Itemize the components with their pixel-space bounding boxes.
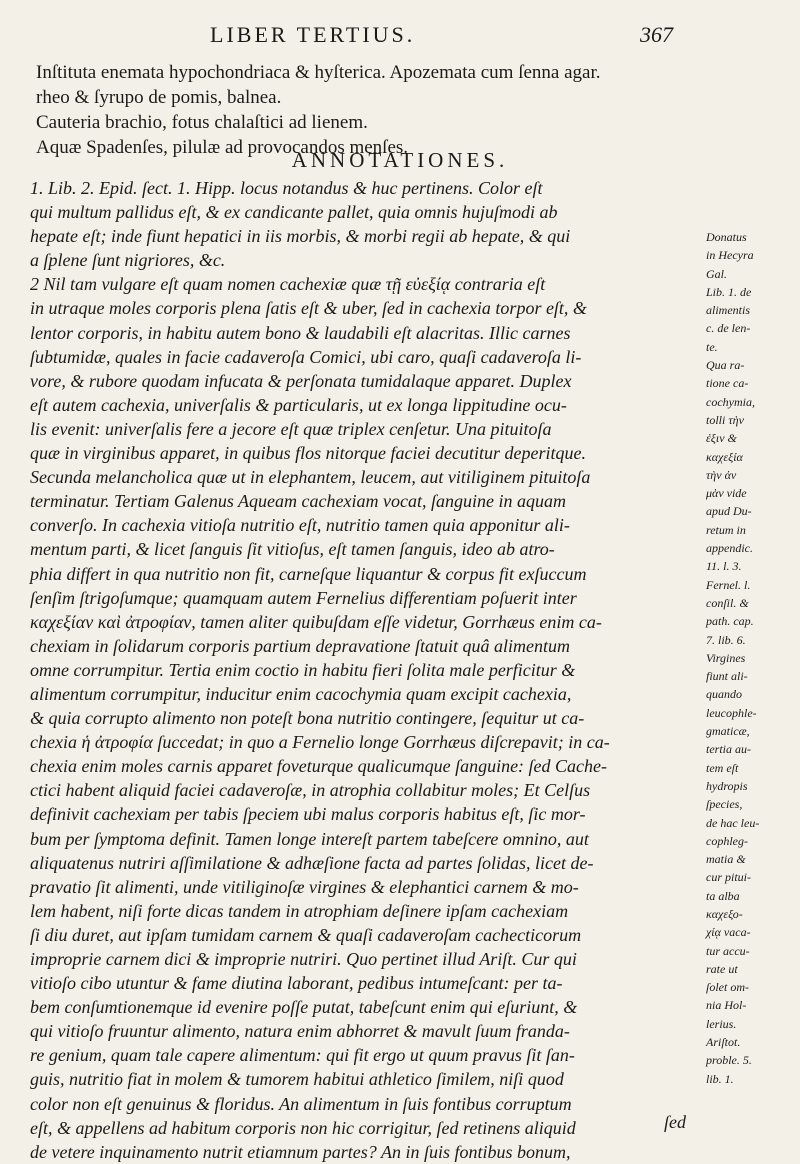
- text-line: qui vitioſo fruuntur alimento, natura enim abhorret & mavult ſuum franda-: [30, 1021, 570, 1042]
- text-line: alimentum corrumpitur, inducitur enim cacochymia quam excipit cachexia,: [30, 683, 572, 704]
- text-line: lentor corporis, in habitu autem bono & laudabili eſt alacritas. Illic carnes: [30, 322, 571, 343]
- text-line: καχεξίαν καὶ ἀτροφίαν, tamen aliter quibuſdam eſſe videtur, Gorrhæus enim ca-: [30, 611, 602, 632]
- text-line: improprie carnem dici & improprie nutriri. Quo pertinet illud Ariſt. Cur qui: [30, 949, 577, 969]
- margin-note-line: de hac leu-: [706, 815, 760, 830]
- text-line: definivit cachexiam per tabis ſpeciem ubi malus corporis habitus eſt, ſic mor-: [30, 804, 586, 825]
- text-line: ctici habent aliquid faciei cadaveroſæ, in atrophia collabitur moles; Et Celſus: [30, 780, 591, 801]
- margin-note-line: nia Hol-: [706, 998, 747, 1013]
- margin-note-line: Donatus: [706, 230, 747, 244]
- margin-note-line: tur accu-: [706, 943, 750, 958]
- text-line: terminatur. Tertiam Galenus Aqueam cachexiam vocat, ſanguine in aquam: [30, 491, 566, 512]
- margin-note-line: appendic.: [706, 541, 753, 556]
- margin-notes: [706, 228, 796, 1088]
- margin-note-line: apud Du-: [706, 504, 752, 519]
- margin-note-line: τὴν ἀν: [706, 467, 737, 482]
- text-line: ſi diu duret, aut ipſam tumidam carnem & quaſi cadaveroſam cachecticorum: [30, 924, 582, 945]
- margin-note-line: 11. l. 3.: [706, 559, 742, 574]
- margin-note-line: καχεξο-: [706, 906, 743, 921]
- margin-note-line: tertia au-: [706, 742, 751, 757]
- text-line: vore, & rubore quodam infucata & perſonata tumidalaque apparet. Duplex: [30, 370, 572, 391]
- prescription-lines: [36, 60, 716, 160]
- margin-note-line: alimentis: [706, 303, 750, 318]
- text-line: mentum parti, & licet ſanguis ſit vitioſus, eſt tamen ſanguis, ideo ab atro-: [30, 539, 555, 560]
- margin-note-line: Virgines: [706, 650, 746, 665]
- text-line: Aquæ Spadenſes, pilulæ ad provocandos menſes.: [36, 137, 409, 158]
- margin-note-line: ſpecies,: [706, 797, 743, 812]
- text-line: 2 Nil tam vulgare eſt quam nomen cachexiæ quæ τῇ εὐεξίᾳ contraria eſt: [30, 274, 546, 295]
- text-line: color non eſt genuinus & floridus. An alimentum in ſuis fontibus corruptum: [30, 1093, 572, 1114]
- margin-note-line: χίᾳ vaca-: [706, 925, 751, 940]
- margin-note-line: in Hecyra: [706, 248, 754, 263]
- text-line: pravatio ſit alimenti, unde vitiliginoſæ virgines & elephantici carnem & mo-: [30, 876, 579, 897]
- text-line: qui multum pallidus eſt, & ex candicante pallet, quia omnis hujuſmodi ab: [30, 202, 558, 223]
- catchword: ſed: [664, 1112, 686, 1132]
- text-line: eſt, & appellens ad habitum corporis non hic corrigitur, ſed retinens aliquid: [30, 1117, 576, 1138]
- margin-note-line: ta alba: [706, 888, 740, 903]
- margin-note-line: ἐξιν &: [706, 431, 737, 446]
- text-line: chexiam in ſolidarum corporis partium depravatione ſtatuit quâ alimentum: [30, 635, 570, 656]
- margin-note-line: fiunt ali-: [706, 669, 748, 684]
- margin-note-line: hydropis: [706, 778, 748, 793]
- text-line: & quia corrupto alimento non poteſt bona nutritio contingere, ſequitur ut ca-: [30, 708, 585, 729]
- page-number: 367: [640, 22, 673, 47]
- margin-note-line: Fernel. l.: [706, 577, 751, 592]
- text-line: rheo & ſyrupo de pomis, balnea.: [36, 87, 282, 108]
- text-line: vitioſo cibo utuntur & fame diutina laborant, pedibus intumeſcant: per ta-: [30, 973, 563, 994]
- text-line: de vetere inquinamento nutrit etiamnum partes? An in ſuis fontibus bonum,: [30, 1141, 571, 1162]
- margin-note-line: proble. 5.: [706, 1053, 752, 1068]
- text-line: chexia enim moles carnis apparet foveturque qualicumque ſanguine: ſed Cache-: [30, 756, 608, 777]
- text-line: ſenſim ſtrigoſumque; quamquam autem Fernelius differentiam poſuerit inter: [30, 587, 577, 608]
- text-line: hepate eſt; inde fiunt hepatici in iis morbis, & morbi regii ab hepate, & qui: [30, 226, 571, 247]
- text-line: lem habent, niſi forte dicas tandem in atrophiam deſinere ipſam cachexiam: [30, 900, 569, 921]
- margin-note-line: cur pitui-: [706, 870, 751, 885]
- margin-note-line: Gal.: [706, 266, 727, 281]
- text-line: bum per ſymptoma definit. Tamen longe intereſt partem tabeſcere omnino, aut: [30, 828, 589, 849]
- margin-note-line: ſolet om-: [706, 980, 749, 995]
- margin-note-line: tolli τὴν: [706, 412, 744, 427]
- margin-note-line: path. cap.: [706, 614, 754, 629]
- text-line: Secunda melancholica quæ ut in elephantem, leucem, aut vitiliginem pituitoſa: [30, 467, 591, 488]
- text-line: Inſtituta enemata hypochondriaca & hyſterica. Apozemata cum ſenna agar.: [36, 62, 601, 83]
- margin-note-line: lerius.: [706, 1016, 737, 1031]
- text-line: in utraque moles corporis plena ſatis eſt & uber, ſed in cachexia torpor eſt, &: [30, 298, 587, 319]
- text-line: chexia ἡ ἀτροφία ſuccedat; in quo a Fernelio longe Gorrhæus diſcrepavit; in ca-: [30, 732, 610, 753]
- text-line: converſo. In cachexia vitioſa nutritio eſt, nutritio tamen quia apponitur ali-: [30, 515, 570, 536]
- text-line: lis evenit: univerſalis fere a jecore eſt quæ triplex cenſetur. Una pituitoſa: [30, 418, 552, 439]
- text-line: ſubtumidæ, quales in facie cadaveroſa Comici, ubi caro, quaſi cadaveroſa li-: [30, 346, 582, 367]
- text-line: quæ in virginibus apparet, in quibus flos nitorque faciei decutitur deperitque.: [30, 443, 586, 464]
- margin-note-line: conſil. &: [706, 595, 749, 610]
- margin-note-line: cochymia,: [706, 394, 755, 409]
- section-title: ANNOTATIONES.: [291, 148, 509, 172]
- margin-note-line: retum in: [706, 522, 746, 537]
- text-line: eſt autem cachexia, univerſalis & particularis, ut ex longa lippitudine ocu-: [30, 394, 567, 415]
- margin-note-line: c. de len-: [706, 321, 751, 336]
- margin-note-line: leucophle-: [706, 705, 757, 720]
- text-line: Cauteria brachio, fotus chalaſtici ad lienem.: [36, 112, 368, 133]
- text-line: aliquatenus nutriri aſſimilatione & adhæſione facta ad partes ſolidas, licet de-: [30, 852, 594, 873]
- text-line: 1. Lib. 2. Epid. ſect. 1. Hipp. locus notandus & huc pertinens. Color eſt: [30, 178, 543, 198]
- running-title: LIBER TERTIUS.: [210, 22, 416, 47]
- margin-note-line: καχεξία: [706, 449, 743, 464]
- text-line: phia differt in qua nutritio non fit, carneſque liquantur & corpus fit exſuccum: [30, 563, 587, 584]
- annotations-body: [30, 176, 706, 1164]
- margin-note-line: Ariſtot.: [706, 1035, 741, 1050]
- margin-note-line: lib. 1.: [706, 1071, 734, 1086]
- margin-note-line: μὰν vide: [706, 486, 747, 501]
- margin-note-line: matia &: [706, 852, 746, 867]
- margin-note-line: gmaticæ,: [706, 724, 750, 739]
- margin-note-line: rate ut: [706, 961, 738, 976]
- margin-note-line: quando: [706, 687, 742, 702]
- margin-note-line: te.: [706, 339, 718, 354]
- running-header: [0, 22, 800, 52]
- margin-note-line: cophleg-: [706, 833, 748, 848]
- margin-note-line: Lib. 1. de: [706, 284, 752, 299]
- margin-note-line: tem eſt: [706, 760, 739, 775]
- margin-note-line: Qua ra-: [706, 358, 745, 373]
- text-line: omne corrumpitur. Tertia enim coctio in habitu fieri ſolita male perficitur &: [30, 659, 576, 680]
- text-line: re genium, quam tale capere alimentum: qui fit ergo ut quum pravus ſit ſan-: [30, 1045, 575, 1066]
- text-line: a ſplene ſunt nigriores, &c.: [30, 250, 226, 271]
- margin-note-line: tione ca-: [706, 376, 749, 391]
- text-line: bem conſumtionemque id evenire poſſe putat, tabeſcunt enim qui eſuriunt, &: [30, 997, 578, 1018]
- margin-note-line: 7. lib. 6.: [706, 632, 746, 647]
- text-line: guis, nutritio fiat in molem & tumorem habitui athletico ſimilem, niſi quod: [30, 1069, 564, 1090]
